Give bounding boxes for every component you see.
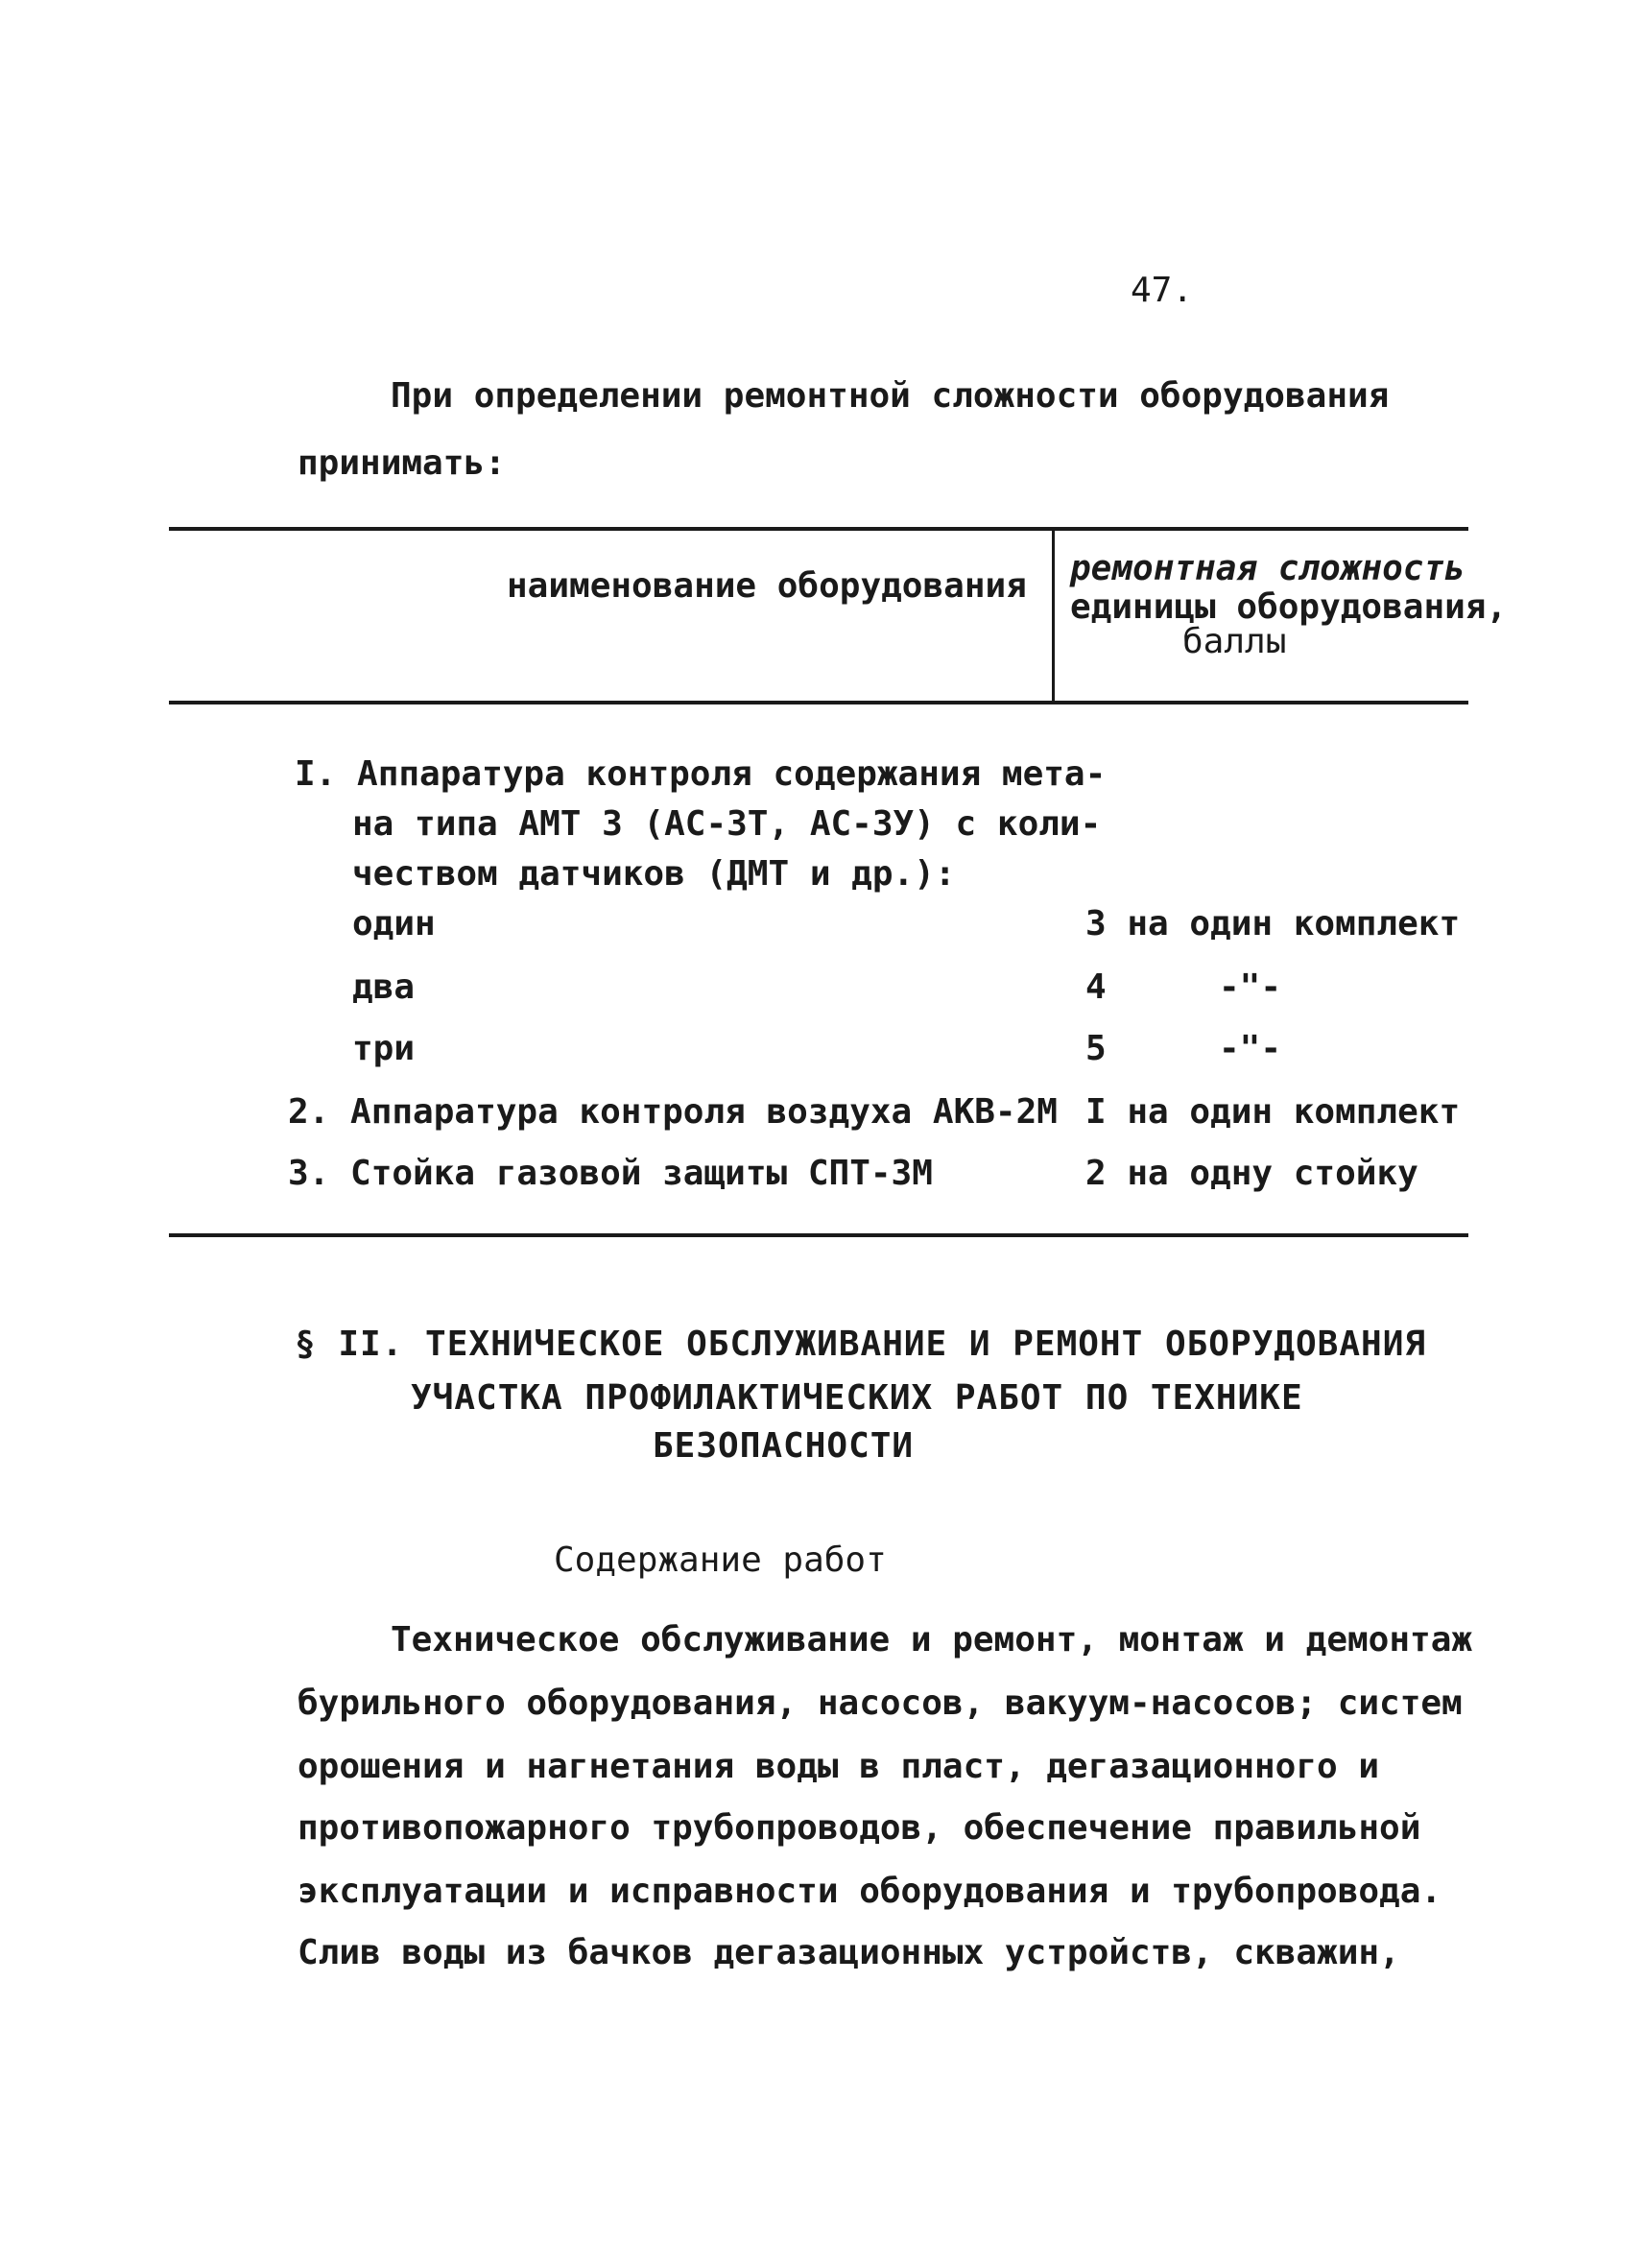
- table-column-divider: [1052, 529, 1055, 704]
- item1-sub-name: два: [352, 967, 416, 1007]
- table-bottom-rule: [169, 1233, 1468, 1237]
- section-heading-line-1: § II. ТЕХНИЧЕСКОЕ ОБСЛУЖИВАНИЕ И РЕМОНТ ОБОРУДОВАНИЯ: [295, 1325, 1427, 1364]
- item1-line-3: чеством датчиков (ДМТ и др.):: [352, 854, 956, 894]
- header-complexity-line-1: ремонтная сложность: [1070, 549, 1465, 588]
- header-complexity-line-3: баллы: [1182, 622, 1287, 661]
- item2-value: I на один комплект: [1085, 1092, 1461, 1132]
- item1-sub-ditto: -"-: [1219, 967, 1282, 1007]
- body-line: противопожарного трубопроводов, обеспечение правильной: [298, 1808, 1421, 1848]
- header-complexity-line-2: единицы оборудования,: [1070, 587, 1508, 627]
- section-heading-line-2: УЧАСТКА ПРОФИЛАКТИЧЕСКИХ РАБОТ ПО ТЕХНИКЕ: [411, 1378, 1303, 1418]
- body-line: орошения и нагнетания воды в пласт, дегазационного и: [298, 1747, 1380, 1786]
- item1-sub-value: 4: [1085, 967, 1107, 1007]
- item2-name: 2. Аппаратура контроля воздуха АКВ-2М: [288, 1092, 1058, 1132]
- item1-sub-value: 3 на один комплект: [1085, 904, 1461, 943]
- item1-sub-ditto: -"-: [1219, 1029, 1282, 1068]
- item3-name: 3. Стойка газовой защиты СПТ-3М: [288, 1154, 933, 1193]
- header-equipment-name: наименование оборудования: [507, 566, 1027, 606]
- body-line: Слив воды из бачков дегазационных устройств, скважин,: [298, 1933, 1400, 1972]
- subheading: Содержание работ: [554, 1540, 887, 1580]
- item1-line-1: I. Аппаратура контроля содержания мета-: [295, 754, 1107, 794]
- table-top-rule: [169, 527, 1468, 531]
- item1-sub-value: 5: [1085, 1029, 1107, 1068]
- intro-line-2: принимать:: [298, 443, 506, 483]
- body-line: бурильного оборудования, насосов, вакуум-насосов; систем: [298, 1683, 1463, 1723]
- table-header-rule: [169, 701, 1468, 704]
- body-line: эксплуатации и исправности оборудования и трубопровода.: [298, 1872, 1442, 1911]
- intro-line-1: При определении ремонтной сложности оборудования: [391, 376, 1390, 416]
- body-line: Техническое обслуживание и ремонт, монтаж и демонтаж: [391, 1620, 1473, 1659]
- item3-value: 2 на одну стойку: [1085, 1154, 1418, 1193]
- item1-sub-name: один: [352, 904, 436, 943]
- item1-line-2: на типа АМТ 3 (АС-3Т, АС-3У) с коли-: [352, 804, 1102, 844]
- page-number: 47.: [1131, 271, 1194, 310]
- item1-sub-name: три: [352, 1029, 416, 1068]
- section-heading-line-3: БЕЗОПАСНОСТИ: [653, 1426, 915, 1466]
